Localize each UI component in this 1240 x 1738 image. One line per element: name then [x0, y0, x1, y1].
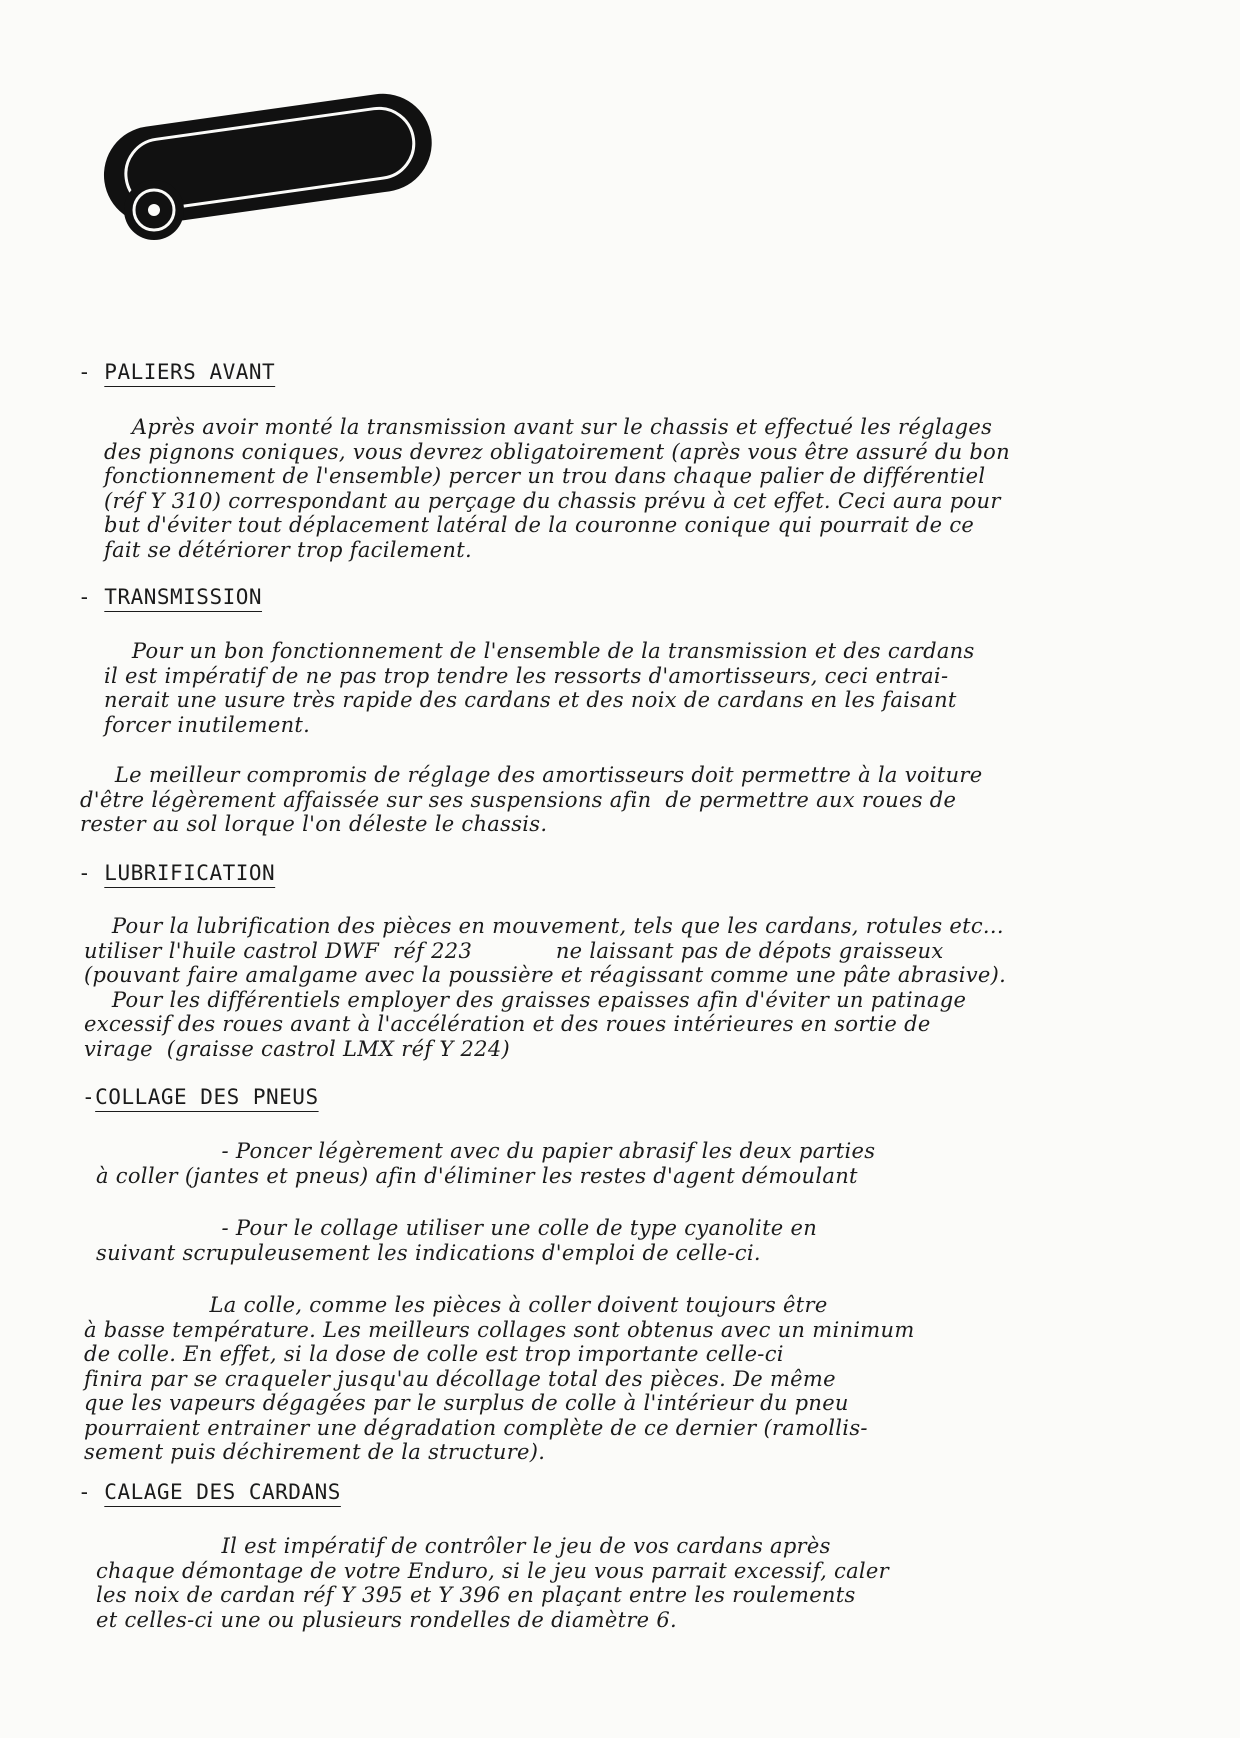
paragraph [80, 763, 982, 837]
paragraph [96, 1534, 889, 1632]
paragraph [96, 1139, 875, 1188]
heading-dash: - [82, 1085, 96, 1109]
text-line: Pour un bon fonctionnement de l'ensemble de la transmission et des cardans [104, 639, 975, 663]
text-line: virage (graisse castrol LMX réf Y 224) [84, 1036, 510, 1061]
heading-dash: - [78, 585, 105, 609]
text-line: (pouvant faire amalgame avec la poussière et réagissant comme une pâte abrasive). [84, 963, 1007, 987]
text-line: d'être légèrement affaissée sur ses suspensions afin de permettre aux roues de [80, 787, 957, 812]
text-line: Pour les différentiels employer des graisses epaisses afin d'éviter un patinage [84, 987, 967, 1012]
paragraph [84, 1293, 915, 1465]
section-heading [78, 585, 262, 609]
text-line: forcer inutilement. [104, 712, 311, 737]
text-line: Pour la lubrification des pièces en mouvement, tels que les cardans, rotules etc... [84, 914, 1004, 938]
text-line: de colle. En effet, si la dose de colle est trop importante celle-ci [84, 1342, 784, 1366]
heading-dash: - [78, 861, 105, 885]
text-line: but d'éviter tout déplacement latéral de la couronne conique qui pourrait de ce [104, 513, 975, 537]
section-heading [78, 861, 275, 885]
heading-dash: - [78, 1480, 105, 1504]
text-line: (réf Y 310) correspondant au perçage du chassis prévu à cet effet. Ceci aura pour [104, 488, 1001, 513]
paragraph [84, 914, 1006, 1061]
text-line: que les vapeurs dégagées par le surplus de colle à l'intérieur du pneu [84, 1391, 849, 1415]
text-line: Le meilleur compromis de réglage des amortisseurs doit permettre à la voiture [80, 763, 983, 787]
text-line: à basse température. Les meilleurs collages sont obtenus avec un minimum [84, 1317, 915, 1342]
text-line: excessif des roues avant à l'accélération et des roues intérieures en sortie de [84, 1012, 931, 1036]
text-line: chaque démontage de votre Enduro, si le jeu vous parrait excessif, caler [96, 1558, 889, 1583]
text-line: La colle, comme les pièces à coller doivent toujours être [84, 1293, 828, 1317]
paragraph [104, 415, 1010, 562]
heading-title: CALAGE DES CARDANS [104, 1480, 341, 1504]
heading-title: PALIERS AVANT [104, 360, 276, 384]
heading-title: COLLAGE DES PNEUS [95, 1085, 319, 1109]
text-line: suivant scrupuleusement les indications d'emploi de celle-ci. [96, 1240, 761, 1265]
text-line: les noix de cardan réf Y 395 et Y 396 en plaçant entre les roulements [96, 1583, 856, 1607]
text-line: pourraient entrainer une dégradation complète de ce dernier (ramollis- [84, 1415, 868, 1440]
yankee-logo [84, 60, 450, 246]
heading-dash: - [78, 360, 105, 384]
section-heading [78, 1480, 341, 1504]
text-line: et celles-ci une ou plusieurs rondelles de diamètre 6. [96, 1607, 678, 1632]
text-line: utiliser l'huile castrol DWF réf 223 ne laissant pas de dépots graisseux [84, 938, 944, 963]
section-heading [82, 1085, 319, 1109]
text-line: à coller (jantes et pneus) afin d'éliminer les restes d'agent démoulant [96, 1163, 858, 1188]
text-line: fait se détériorer trop facilement. [104, 537, 472, 562]
text-line: Il est impératif de contrôler le jeu de vos cardans après [96, 1534, 831, 1558]
text-line: - Poncer légèrement avec du papier abrasif les deux parties [96, 1139, 876, 1163]
text-line: rester au sol lorque l'on déleste le chassis. [80, 812, 548, 836]
text-line: sement puis déchirement de la structure). [84, 1440, 546, 1464]
text-line: finira par se craqueler jusqu'au décollage total des pièces. De même [84, 1366, 836, 1391]
paragraph [96, 1216, 817, 1265]
text-line: il est impératif de ne pas trop tendre les ressorts d'amortisseurs, ceci entrai- [104, 663, 949, 688]
heading-title: TRANSMISSION [104, 585, 263, 609]
text-line: des pignons coniques, vous devrez obligatoirement (après vous être assuré du bon [104, 439, 1010, 464]
text-line: Après avoir monté la transmission avant sur le chassis et effectué les réglages [104, 415, 993, 439]
text-line: - Pour le collage utiliser une colle de type cyanolite en [96, 1216, 818, 1240]
section-heading [78, 360, 275, 384]
heading-title: LUBRIFICATION [104, 861, 276, 885]
paragraph [104, 639, 975, 737]
text-line: fonctionnement de l'ensemble) percer un trou dans chaque palier de différentiel [104, 464, 986, 488]
text-line: nerait une usure très rapide des cardans et des noix de cardans en les faisant [104, 688, 957, 712]
